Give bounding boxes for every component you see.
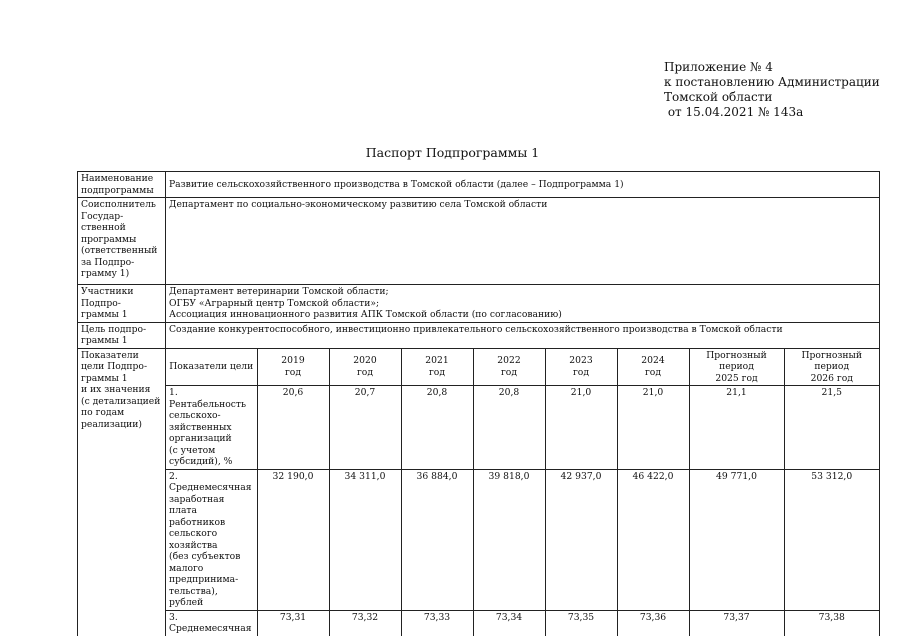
row-value: Развитие сельскохозяйственного производства в Томской области (далее – Подпрограмма 1) (166, 172, 880, 198)
indicator-value: 73,37 (689, 610, 784, 636)
indicator-value: 73,34 (473, 610, 545, 636)
indicator-value: 21,0 (545, 386, 617, 470)
indicator-value: 34 311,0 (329, 469, 401, 610)
header-cell: 2019 год (257, 349, 329, 386)
row-value: Создание конкурентоспособного, инвестиционно привлекательного сельскохозяйственного производства в Томской области (166, 322, 880, 348)
row-label: Цель подпро- граммы 1 (78, 322, 166, 348)
header-cell: 2021 год (401, 349, 473, 386)
header-cell: 2020 год (329, 349, 401, 386)
table-row (78, 348, 880, 636)
indicator-value: 39 818,0 (473, 469, 545, 610)
row-label: Наименование подпрограммы (78, 172, 166, 198)
indicator-value: 73,35 (545, 610, 617, 636)
indicator-value: 73,32 (329, 610, 401, 636)
indicator-value: 46 422,0 (617, 469, 689, 610)
header-cell: Показатели цели (166, 349, 257, 386)
indicator-name: 2. Среднемесячная заработная плата работников сельского хозяйства (без субъектов малого предпринима- тельства), рублей (166, 469, 257, 610)
appendix-line: от 15.04.2021 № 143а (664, 105, 804, 119)
indicator-value: 36 884,0 (401, 469, 473, 610)
indicator-value: 21,1 (689, 386, 784, 470)
indicator-value: 49 771,0 (689, 469, 784, 610)
indicators-cell (166, 348, 880, 636)
indicator-value: 42 937,0 (545, 469, 617, 610)
row-value: Департамент ветеринарии Томской области; ОГБУ «Аграрный центр Томской области»; Ассоциация инновационного развития АПК Томской области (по согласованию) (166, 285, 880, 323)
indicator-value: 73,38 (784, 610, 879, 636)
indicators-table (166, 349, 879, 636)
indicator-row (166, 610, 879, 636)
indicator-name: 3. Среднемесячная (166, 610, 257, 636)
row-label: Показатели цели Подпро- граммы 1 и их значения (с детализацией по годам реализации) (78, 348, 166, 636)
indicator-name: 1. Рентабельность сельскохо- зяйственных организаций (с учетом субсидий), % (166, 386, 257, 470)
header-cell: 2023 год (545, 349, 617, 386)
table-row (78, 172, 880, 198)
indicator-row (166, 386, 879, 470)
header-cell: Прогнозный период 2026 год (784, 349, 879, 386)
indicator-value: 20,8 (401, 386, 473, 470)
indicator-value: 73,33 (401, 610, 473, 636)
indicator-value: 20,8 (473, 386, 545, 470)
indicators-header-row (166, 349, 879, 386)
row-label: Соисполнитель Государ- ственной программы (ответственный за Подпро- грамму 1) (78, 198, 166, 285)
indicator-value: 21,5 (784, 386, 879, 470)
appendix-line: Приложение № 4 (664, 60, 773, 74)
appendix-header (664, 60, 880, 120)
table-row (78, 198, 880, 285)
appendix-line: Томской области (664, 90, 773, 104)
passport-table (77, 171, 880, 636)
table-row (78, 285, 880, 323)
appendix-line: к постановлению Администрации (664, 75, 880, 89)
row-value: Департамент по социально-экономическому развитию села Томской области (166, 198, 880, 285)
indicator-value: 53 312,0 (784, 469, 879, 610)
table-row (78, 322, 880, 348)
indicator-row (166, 469, 879, 610)
indicator-value: 20,6 (257, 386, 329, 470)
header-cell: 2024 год (617, 349, 689, 386)
indicator-value: 20,7 (329, 386, 401, 470)
header-cell: 2022 год (473, 349, 545, 386)
page-title: Паспорт Подпрограммы 1 (365, 145, 540, 160)
indicator-value: 21,0 (617, 386, 689, 470)
row-label: Участники Подпро- граммы 1 (78, 285, 166, 323)
indicator-value: 32 190,0 (257, 469, 329, 610)
header-cell: Прогнозный период 2025 год (689, 349, 784, 386)
indicator-value: 73,31 (257, 610, 329, 636)
indicator-value: 73,36 (617, 610, 689, 636)
